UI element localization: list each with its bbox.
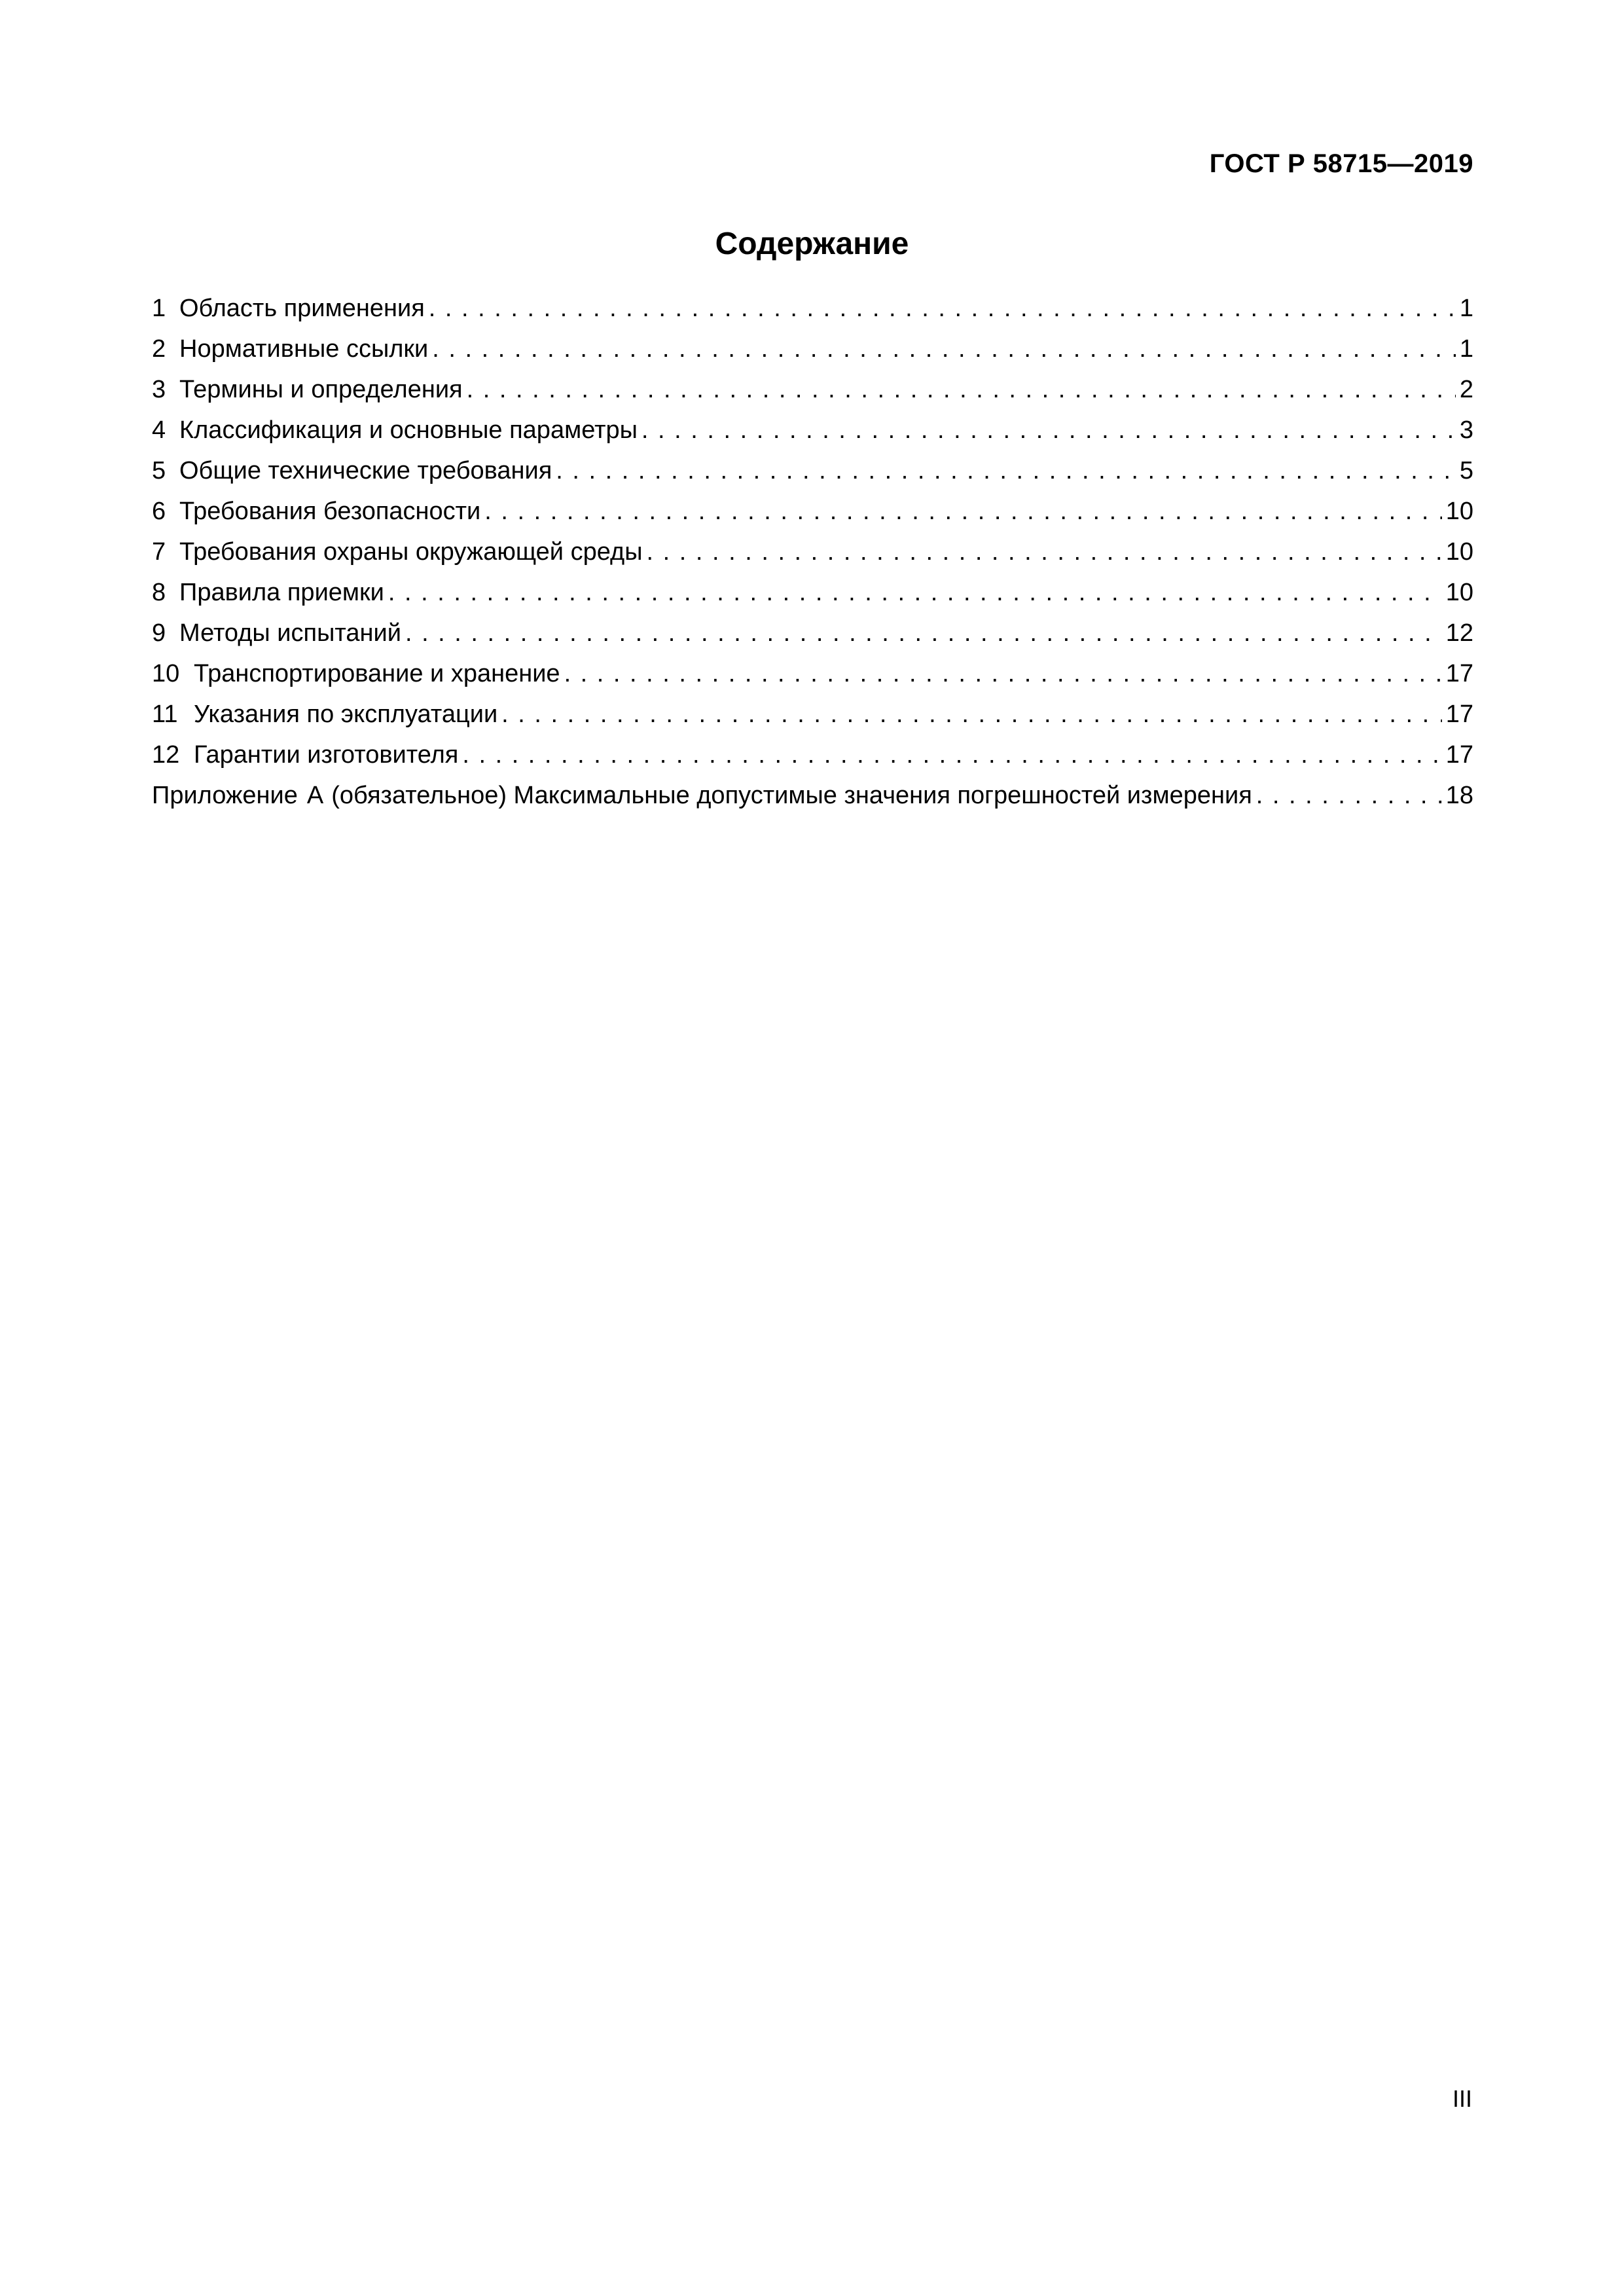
toc-leader-dots [429, 295, 1456, 323]
toc-item[interactable] [152, 619, 1473, 660]
toc-item-page: 17 [1445, 660, 1473, 687]
toc-item-number: 3 [152, 376, 166, 403]
toc-leader-dots [641, 416, 1456, 445]
toc-item-page: 2 [1459, 376, 1473, 403]
toc-item-label [152, 457, 552, 485]
toc-item[interactable] [152, 579, 1473, 619]
toc-appendix-item[interactable] [152, 782, 1473, 822]
toc-item-title: Требования безопасности [179, 498, 481, 525]
toc-item-page: 17 [1445, 701, 1473, 728]
toc-item-title: Правила приемки [179, 579, 384, 606]
toc-item-label [152, 619, 401, 647]
toc-appendix-letter: А [306, 782, 324, 809]
toc-item-label [152, 416, 638, 445]
toc-item[interactable] [152, 335, 1473, 376]
toc-item[interactable] [152, 538, 1473, 579]
toc-item-page: 17 [1445, 741, 1473, 769]
toc-item-title: Требования охраны окружающей среды [179, 538, 643, 566]
toc-appendix-label [152, 782, 1252, 810]
toc-item[interactable] [152, 498, 1473, 538]
toc-item-title: Общие технические требования [179, 457, 552, 484]
toc-item-label [152, 701, 497, 729]
toc-leader-dots [556, 457, 1456, 485]
toc-item-number: 10 [152, 660, 180, 687]
toc-leader-dots [432, 335, 1456, 363]
toc-item-title: Нормативные ссылки [179, 335, 429, 363]
toc-item[interactable] [152, 660, 1473, 701]
toc-leader-dots [484, 498, 1441, 526]
toc-item-number: 7 [152, 538, 166, 566]
toc-item-number: 1 [152, 295, 166, 322]
toc-item-title: Указания по эксплуатации [194, 701, 498, 728]
toc-leader-dots [647, 538, 1442, 566]
toc-item-number: 5 [152, 457, 166, 484]
toc-item[interactable] [152, 416, 1473, 457]
toc-leader-dots [467, 376, 1456, 404]
toc-leader-dots [388, 579, 1442, 607]
toc-appendix-page: 18 [1445, 782, 1473, 809]
toc-title: Содержание [715, 227, 909, 261]
toc-item-page: 10 [1445, 538, 1473, 566]
page-number: III [1452, 2085, 1472, 2112]
toc-leader-dots [462, 741, 1441, 769]
toc-item[interactable] [152, 295, 1473, 335]
toc-leader-dots [501, 701, 1442, 729]
toc-item-label [152, 579, 384, 607]
toc-item[interactable] [152, 376, 1473, 416]
toc-item-number: 4 [152, 416, 166, 444]
toc-item[interactable] [152, 701, 1473, 741]
toc-item-number: 12 [152, 741, 180, 769]
toc-leader-dots [564, 660, 1442, 688]
toc-item-title: Методы испытаний [179, 619, 401, 647]
toc-item-label [152, 295, 425, 323]
toc-item-title: Гарантии изготовителя [194, 741, 459, 769]
toc-item[interactable] [152, 741, 1473, 782]
toc-item-title: Классификация и основные параметры [179, 416, 638, 444]
toc-item-title: Термины и определения [179, 376, 463, 403]
document-code: ГОСТ Р 58715—2019 [1209, 149, 1473, 178]
toc-item-number: 8 [152, 579, 166, 606]
toc-item-number: 2 [152, 335, 166, 363]
toc-item-page: 5 [1459, 457, 1473, 484]
toc-item-number: 9 [152, 619, 166, 647]
toc-appendix-prefix: Приложение [152, 782, 298, 809]
toc-appendix-title: (обязательное) Максимальные допустимые значения погрешностей измерения [331, 782, 1252, 809]
toc-item-label [152, 376, 463, 404]
toc-item-page: 1 [1459, 335, 1473, 363]
toc-item-page: 10 [1445, 579, 1473, 606]
toc-leader-dots [1256, 782, 1442, 810]
toc-item-label [152, 335, 428, 363]
toc-item-page: 1 [1459, 295, 1473, 322]
toc-item-page: 10 [1445, 498, 1473, 525]
toc-item-label [152, 741, 458, 769]
toc-list [152, 295, 1473, 822]
toc-item-label [152, 660, 560, 688]
toc-item-number: 11 [152, 701, 178, 728]
toc-leader-dots [405, 619, 1442, 647]
toc-item[interactable] [152, 457, 1473, 498]
toc-item-title: Транспортирование и хранение [194, 660, 560, 687]
toc-item-page: 3 [1459, 416, 1473, 444]
toc-item-label [152, 498, 480, 526]
toc-item-number: 6 [152, 498, 166, 525]
toc-item-page: 12 [1445, 619, 1473, 647]
toc-item-label [152, 538, 643, 566]
toc-item-title: Область применения [179, 295, 425, 322]
